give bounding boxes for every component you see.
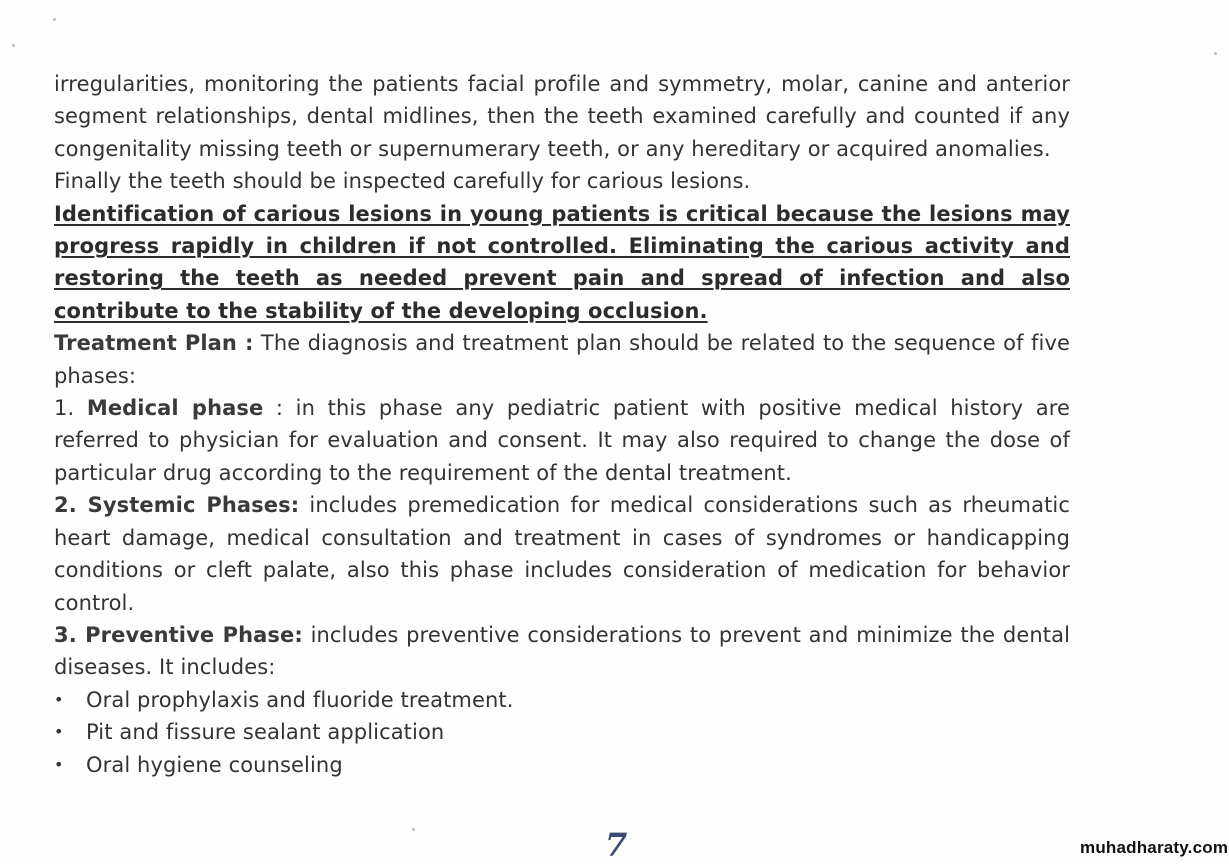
list-item-text: Oral prophylaxis and fluoride treatment. <box>86 687 514 712</box>
treatment-plan-text: The diagnosis and treatment plan should be related to the sequence of five phases: <box>54 331 1070 388</box>
systemic-phase-text: includes premedication for medical considerations such as rheumatic heart damage, medical consultation and treatment in cases of syndromes or handicapping conditions or cleft palate, also this phase includes consideration of medication for behavior control. <box>54 493 1070 615</box>
list-item-text: Oral hygiene counseling <box>86 752 343 777</box>
list-item <box>54 716 1070 748</box>
page-number: 7 <box>605 826 628 864</box>
medical-phase-heading: Medical phase <box>86 396 264 421</box>
list-item <box>54 684 1070 716</box>
scan-speck <box>12 44 15 47</box>
scan-speck <box>412 828 415 831</box>
list-item-text: Pit and fissure sealant application <box>86 720 445 745</box>
preventive-phase-text: includes preventive considerations to prevent and minimize the dental diseases. It includes: <box>54 622 1070 680</box>
preventive-measures-list <box>54 684 1070 781</box>
watermark: muhadharaty.com <box>1080 838 1229 857</box>
paragraph-treatment-plan <box>54 327 1070 392</box>
preventive-phase-heading: 3. Preventive Phase: <box>54 622 303 647</box>
paragraph-medical-phase <box>54 392 1070 489</box>
medical-phase-number: 1. <box>54 396 87 421</box>
bullet-icon: • <box>54 722 64 742</box>
paragraph-examination: irregularities, monitoring the patients facial profile and symmetry, molar, canine and anterior segment relationships, dental midlines, then the teeth examined carefully and counted if any congenitality missing teeth or supernumerary teeth, or any hereditary or acquired anomalies. <box>54 72 1070 161</box>
scan-speck <box>53 18 56 21</box>
paragraph-preventive-phase <box>54 619 1070 684</box>
document-body <box>54 68 1070 781</box>
treatment-plan-heading: Treatment Plan : <box>54 331 254 356</box>
bullet-icon: • <box>54 689 64 709</box>
medical-phase-text: : in this phase any pediatric patient with positive medical history are referred to physician for evaluation and consent. It may also required to change the dose of particular drug according to the requirement of the dental treatment. <box>54 396 1071 485</box>
list-item <box>54 749 1070 781</box>
scan-speck <box>1214 52 1217 55</box>
paragraph-carious-lesions-emphasis: Identification of carious lesions in young patients is critical because the lesions may progress rapidly in children if not controlled. Eliminating the carious activity and restoring the teeth as needed prevent pain and spread of infection and also contribute to the stability of the developing occlusion. <box>54 201 1070 323</box>
paragraph-carious-inspection: Finally the teeth should be inspected carefully for carious lesions. <box>54 169 751 194</box>
bullet-icon: • <box>54 754 64 774</box>
systemic-phase-heading: 2. Systemic Phases: <box>54 493 300 518</box>
paragraph-systemic-phase <box>54 489 1070 619</box>
